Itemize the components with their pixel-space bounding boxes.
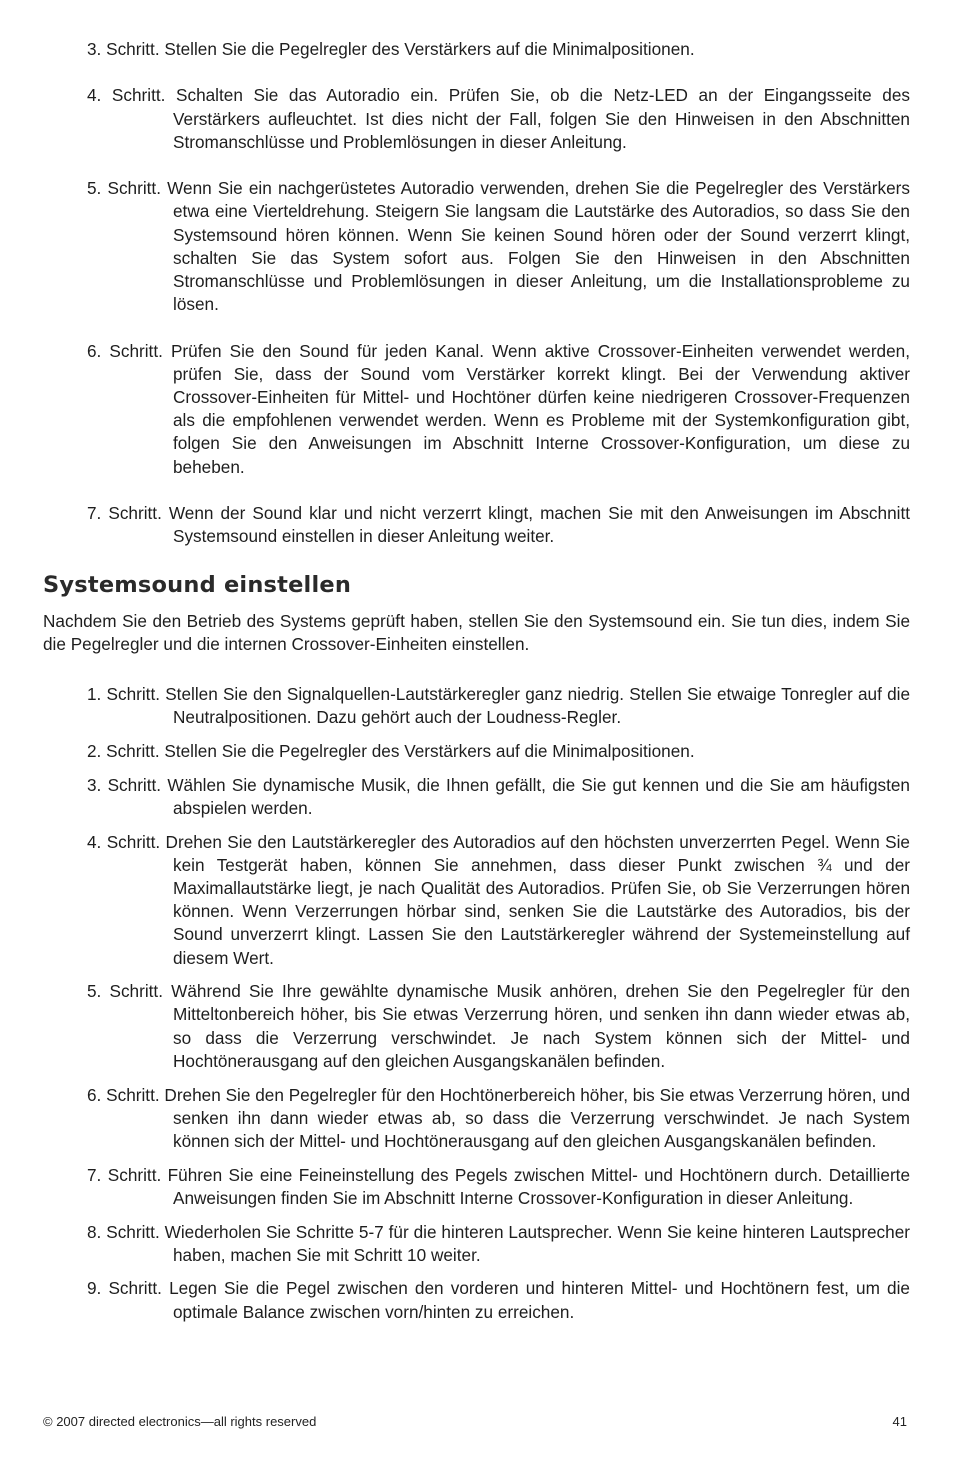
step-item: 7. Schritt. Wenn der Sound klar und nicht verzerrt klingt, machen Sie mit den Anweisungen im Abschnitt Systemsound einstellen in dieser Anleitung weiter. [87, 503, 910, 547]
section-steps-list [87, 683, 910, 1334]
section-intro: Nachdem Sie den Betrieb des Systems geprüft haben, stellen Sie den Systemsound ein. Sie tun dies, indem Sie die Pegelregler und die internen Crossover-Einheiten einstellen. [43, 611, 910, 655]
step-item: 7. Schritt. Führen Sie eine Feineinstellung des Pegels zwischen Mittel- und Hochtönern durch. Detaillierte Anweisungen finden Sie im Abschnitt Interne Crossover-Konfiguration in dieser Anleitung. [87, 1164, 910, 1208]
step-item: 9. Schritt. Legen Sie die Pegel zwischen den vorderen und hinteren Mittel- und Hochtönern fest, um die optimale Balance zwischen vorn/hinten zu erreichen. [87, 1278, 910, 1322]
page-number: 41 [892, 1414, 907, 1429]
step-item: 5. Schritt. Während Sie Ihre gewählte dynamische Musik anhören, drehen Sie den Pegelregler für den Mitteltonbereich höher, bis Sie etwas Verzerrung hören, und senken ihn dann wieder etwas ab, so dass die Verzerrung verschwindet. Je nach System können sich der Mittel- und Hochtönerausgang auf den gleichen Ausgangskanälen befinden. [87, 981, 910, 1071]
step-item: 1. Schritt. Stellen Sie den Signalquellen-Lautstärkeregler ganz niedrig. Stellen Sie etwaige Tonregler auf die Neutralpositionen. Dazu gehört auch der Loudness-Regler. [87, 684, 910, 728]
step-item: 6. Schritt. Prüfen Sie den Sound für jeden Kanal. Wenn aktive Crossover-Einheiten verwendet werden, prüfen Sie, dass der Sound vom Verstärker korrekt klingt. Bei der Verwendung aktiver Crossover-Einheiten für Mittel- und Hochtöner dürfen keine niedrigeren Crossover-Frequenzen als die empfohlenen verwendet werden. Wenn es Probleme mit der Systemkonfiguration gibt, folgen Sie den Anweisungen im Abschnitt Interne Crossover-Konfiguration, um diese zu beheben. [87, 340, 910, 477]
step-item: 8. Schritt. Wiederholen Sie Schritte 5-7 für die hinteren Lautsprecher. Wenn Sie keine hinteren Lautsprecher haben, machen Sie mit Schritt 10 weiter. [87, 1221, 910, 1265]
continued-steps-list [87, 38, 910, 572]
step-item: 4. Schritt. Drehen Sie den Lautstärkeregler des Autoradios auf den höchsten unverzerrten Pegel. Wenn Sie kein Testgerät haben, können Sie annehmen, dass dieser Punkt zwischen ¾ und der Maximallautstärke liegt, je nach Qualität des Autoradios. Prüfen Sie, ob Sie Verzerrungen hören können. Wenn Verzerrungen hörbar sind, senken Sie die Lautstärke des Autoradios, bis der Sound unverzerrt klingt. Lassen Sie den Lautstärkeregler während der Systemeinstellung auf diesem Wert. [87, 831, 910, 968]
step-item: 3. Schritt. Stellen Sie die Pegelregler des Verstärkers auf die Minimalpositionen. [87, 39, 695, 59]
step-item: 5. Schritt. Wenn Sie ein nachgerüstetes Autoradio verwenden, drehen Sie die Pegelregler des Verstärkers etwa eine Vierteldrehung. Steigern Sie langsam die Lautstärke des Autoradios, so dass Sie den Systemsound hören können. Wenn Sie keinen Sound hören oder der Sound verzerrt klingt, schalten Sie das System sofort aus. Folgen Sie den Hinweisen in den Abschnitten Stromanschlüsse und Problemlösungen in dieser Anleitung, um die Installationsprobleme zu lösen. [87, 178, 910, 315]
step-item: 6. Schritt. Drehen Sie den Pegelregler für den Hochtönerbereich höher, bis Sie etwas Verzerrung hören, und senken ihn dann wieder etwas ab, so dass die Verzerrung verschwindet. Je nach System können sich der Mittel- und Hochtönerausgang auf den gleichen Ausgangskanälen befinden. [87, 1084, 910, 1151]
footer-copyright: © 2007 directed electronics—all rights reserved [43, 1414, 317, 1429]
section-heading: Systemsound einstellen [43, 572, 352, 598]
step-item: 2. Schritt. Stellen Sie die Pegelregler des Verstärkers auf die Minimalpositionen. [87, 740, 695, 761]
step-item: 4. Schritt. Schalten Sie das Autoradio ein. Prüfen Sie, ob die Netz-LED an der Eingangsseite des Verstärkers aufleuchtet. Ist dies nicht der Fall, folgen Sie den Hinweisen in den Abschnitten Stromanschlüsse und Problemlösungen in dieser Anleitung. [87, 85, 910, 152]
step-item: 3. Schritt. Wählen Sie dynamische Musik, die Ihnen gefällt, die Sie gut kennen und die Sie am häufigsten abspielen werden. [87, 774, 910, 818]
